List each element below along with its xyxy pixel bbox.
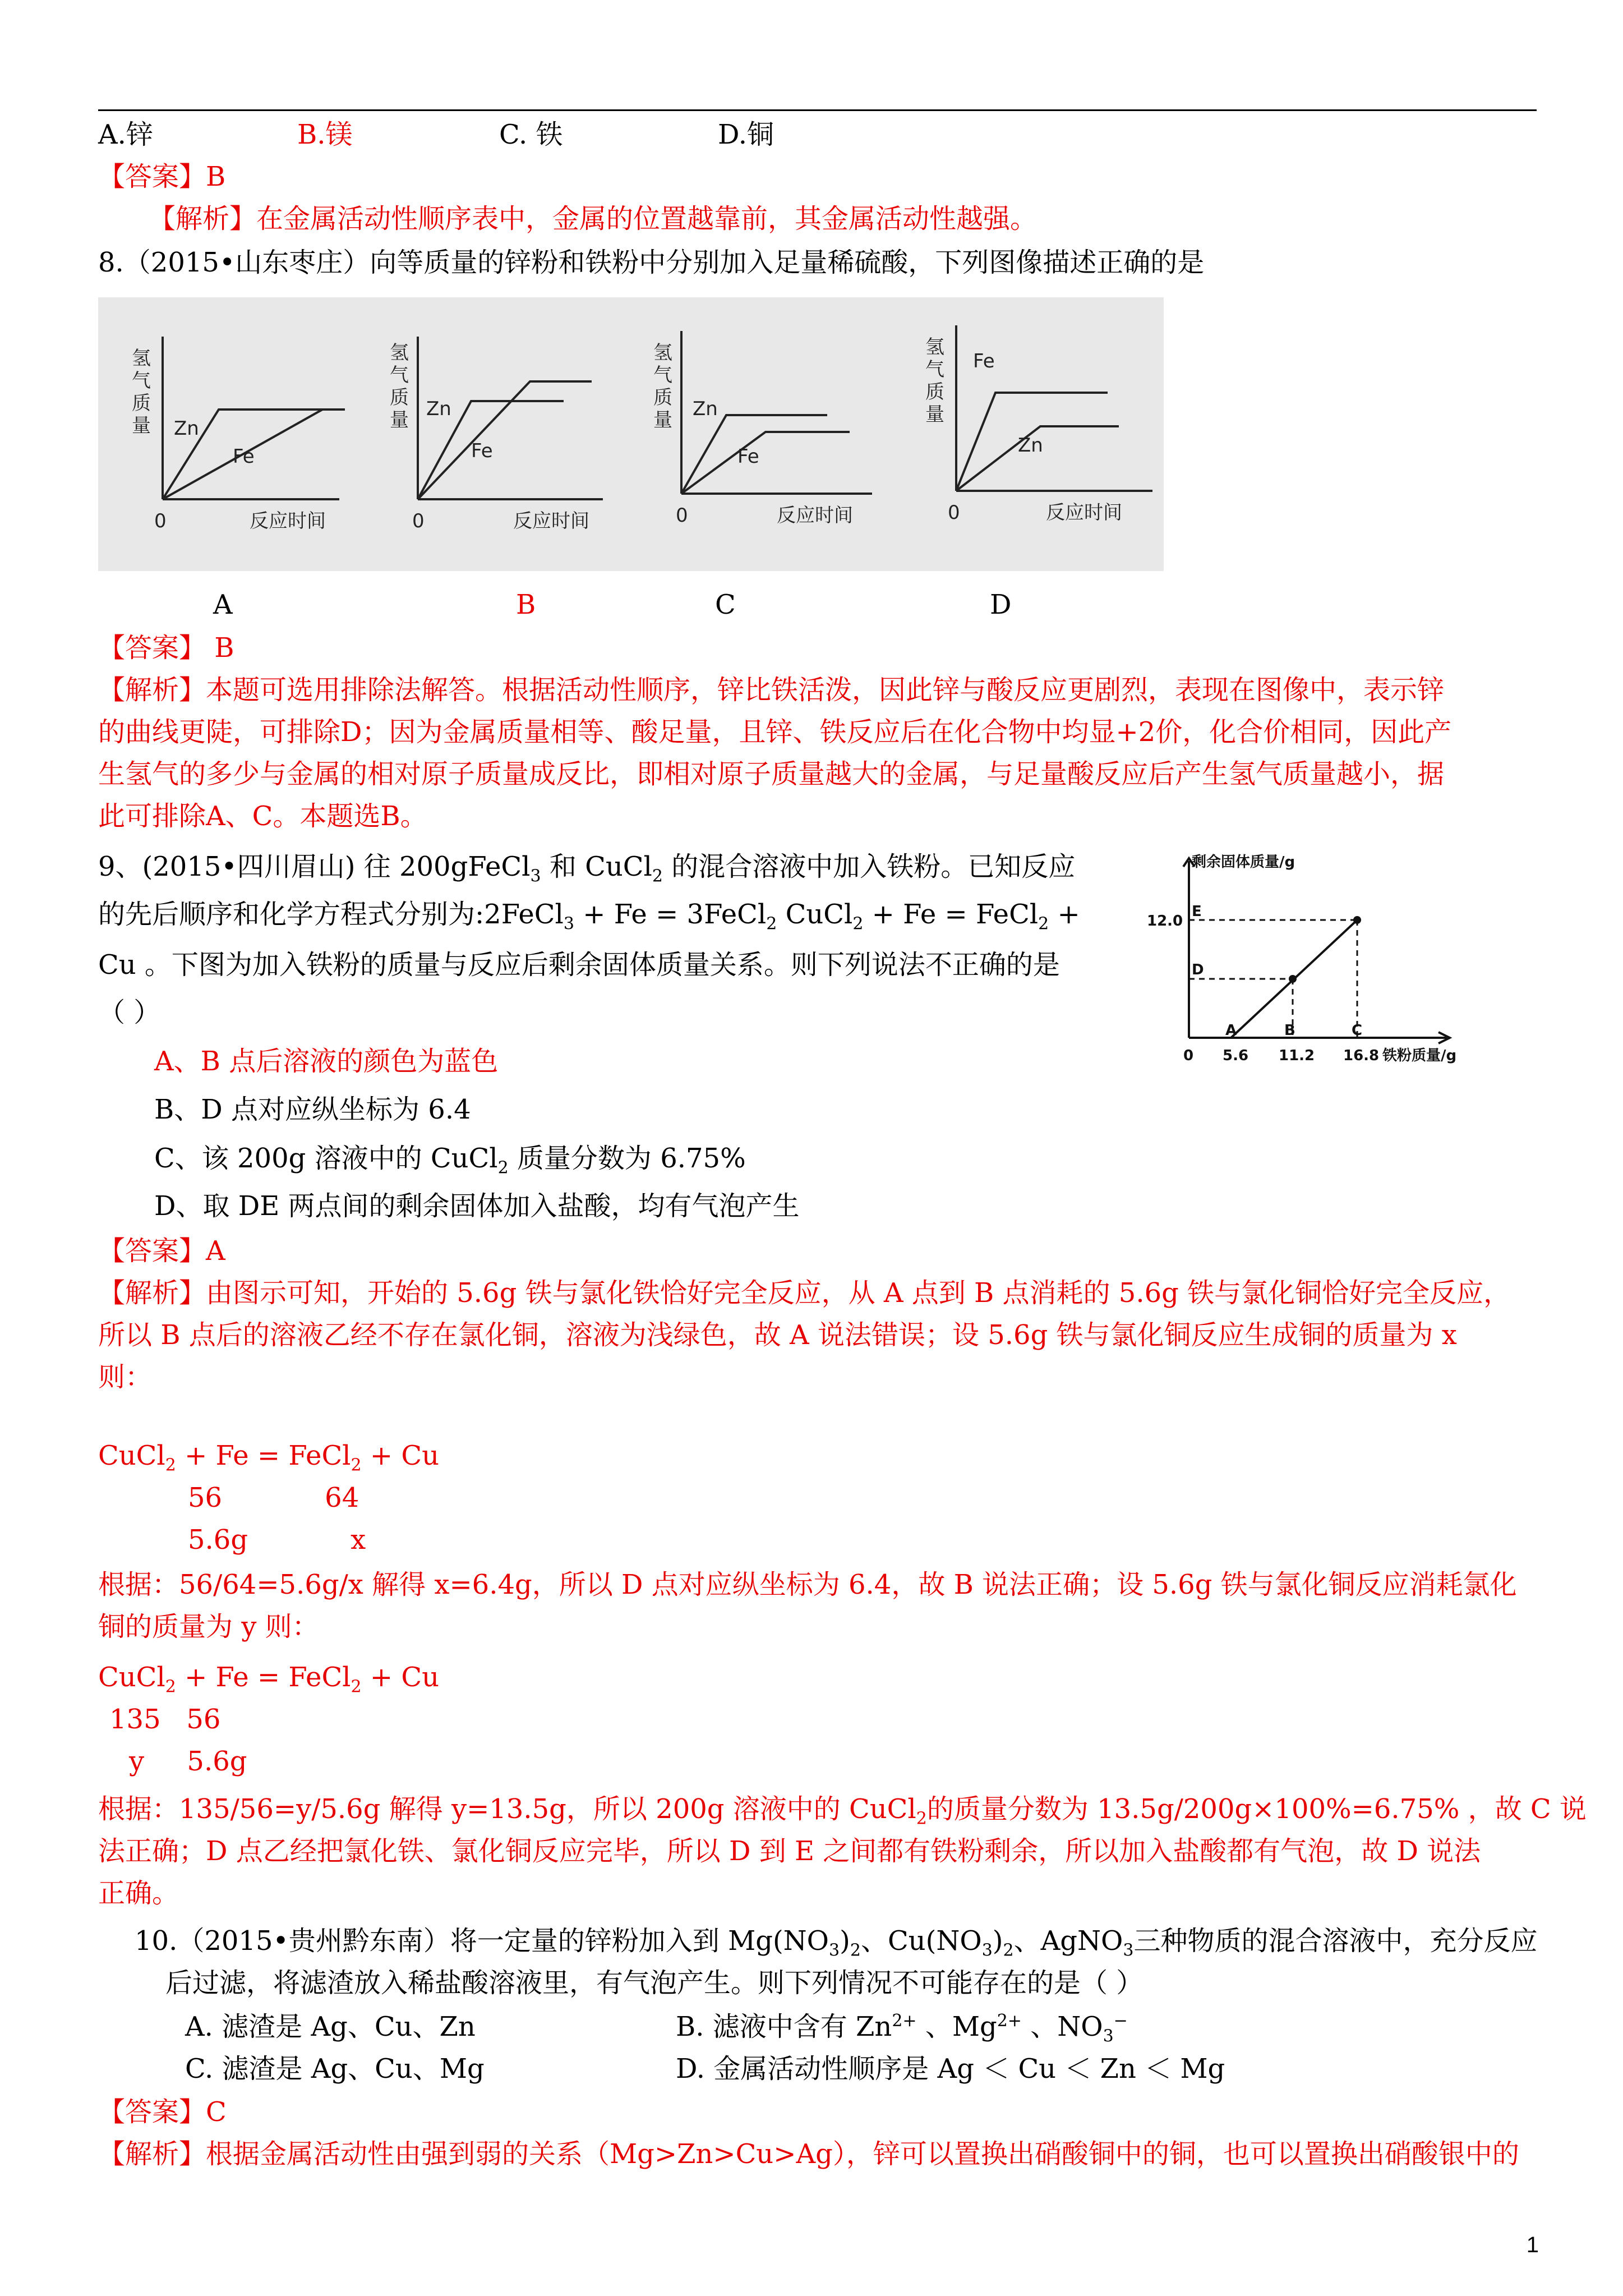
q9-option-b: B、D 点对应纵坐标为 6.4: [154, 1094, 471, 1125]
q9-calc-line: 法正确；D 点乙经把氯化铁、氯化铜反应完毕，所以 D 到 E 之间都有铁粉剩余，所以加入盐酸都有气泡，故 D 说法: [98, 1835, 1481, 1867]
origin-label: 0: [948, 501, 960, 524]
xlabel: 反应时间: [250, 510, 326, 532]
ylabel-char: 质: [132, 392, 151, 415]
q8-graphs: [98, 297, 1164, 571]
q9-calc-line: 根据：56/64=5.6g/x 解得 x=6.4g，所以 D 点对应纵坐标为 6.4，故 B 说法正确；设 5.6g 铁与氯化铜反应消耗氯化: [98, 1569, 1517, 1600]
q8-analysis-line: 生氢气的多少与金属的相对原子质量成反比，即相对原子质量越大的金属，与足量酸反应后产生氢气质量越小，据: [98, 758, 1445, 790]
q9-calc-line: 铜的质量为 y 则：: [98, 1611, 319, 1642]
q10-answer: [98, 2095, 227, 2129]
ylabel-char: 量: [653, 409, 672, 431]
ylabel-char: 量: [925, 403, 944, 426]
zn-label: Zn: [1018, 434, 1043, 457]
q7-option-c: C. 铁: [499, 119, 563, 150]
point-e-label: E: [1192, 903, 1202, 920]
fe-label: Fe: [471, 440, 493, 462]
zn-label: Zn: [174, 417, 199, 440]
answer-value: B: [206, 632, 234, 664]
zn-label: Zn: [426, 398, 451, 420]
q9-equation-2: CuCl$_2$ + Fe = FeCl$_2$ + Cu: [98, 1662, 439, 1697]
q9-equation-1: CuCl$_2$ + Fe = FeCl$_2$ + Cu: [98, 1440, 439, 1475]
q9-stem-line: Cu 。下图为加入铁粉的质量与反应后剩余固体质量关系。则下列说法不正确的是: [98, 949, 1060, 981]
point-b-label: B: [1284, 1022, 1295, 1039]
ylabel-char: 气: [925, 358, 944, 381]
ylabel-char: 氢: [653, 342, 672, 364]
answer-value: C: [206, 2096, 227, 2128]
y-axis-label: 剩余固体质量/g: [1192, 854, 1295, 871]
q8-answer: [98, 631, 234, 665]
q8-stem: 8.（2015•山东枣庄）向等质量的锌粉和铁粉中分别加入足量稀硫酸，下列图像描述正确的是: [98, 247, 1205, 278]
q9-equation-1-masses: 56 64: [188, 1482, 359, 1513]
q9-stem-line: 的先后顺序和化学方程式分别为:2FeCl$_3$ + Fe = 3FeCl$_2$ CuCl$_2$ + Fe = FeCl$_2$ +: [98, 899, 1080, 934]
q9-option-c: C、该 200g 溶液中的 CuCl$_2$ 质量分数为 6.75%: [154, 1143, 746, 1178]
page-number: 1: [1526, 2233, 1539, 2257]
y-value-label: 12.0: [1147, 913, 1183, 930]
q9-figure: [1136, 850, 1483, 1085]
answer-label: 【答案】: [98, 2096, 206, 2128]
q9-option-d: D、取 DE 两点间的剩余固体加入盐酸，均有气泡产生: [154, 1190, 800, 1222]
zn-label: Zn: [693, 398, 718, 420]
point-d-label: D: [1192, 961, 1204, 978]
ylabel-char: 质: [925, 381, 944, 403]
q9-option-a: A、B 点后溶液的颜色为蓝色: [154, 1046, 499, 1077]
origin-label: 0: [1183, 1047, 1194, 1064]
q9-analysis-line: 则：: [98, 1361, 153, 1393]
q8-figure: [98, 297, 1164, 571]
q9-calc-line: 根据：135/56=y/5.6g 解得 y=13.5g，所以 200g 溶液中的 CuCl$_2$的质量分数为 13.5g/200g×100%=6.75% ，故 C 说: [98, 1793, 1587, 1829]
answer-label: 【答案】: [98, 632, 206, 664]
ylabel-char: 气: [390, 364, 409, 386]
ylabel-char: 质: [390, 386, 409, 409]
q8-choice-c: C: [715, 589, 736, 620]
point-a-label: A: [1225, 1022, 1237, 1039]
q9-stem-line: （ ）: [98, 997, 161, 1028]
origin-label: 0: [412, 510, 425, 532]
xlabel: 反应时间: [513, 510, 589, 532]
q8-analysis-line: 此可排除A、C。本题选B。: [98, 800, 427, 832]
xlabel: 反应时间: [777, 504, 853, 527]
x-tick: 16.8: [1343, 1047, 1380, 1064]
q7-option-b: B.镁: [297, 119, 353, 150]
ylabel-char: 气: [132, 370, 151, 392]
x-tick: 5.6: [1223, 1047, 1249, 1064]
answer-value: A: [206, 1235, 225, 1267]
q10-analysis: 【解析】根据金属活动性由强到弱的关系（Mg>Zn>Cu>Ag），锌可以置换出硝酸铜中的铜，也可以置换出硝酸银中的: [98, 2138, 1519, 2170]
q9-analysis-line: 所以 B 点后的溶液乙经不存在氯化铜，溶液为浅绿色，故 A 说法错误；设 5.6g 铁与氯化铜反应生成铜的质量为 x: [98, 1319, 1457, 1351]
q7-option-d: D.铜: [718, 119, 774, 150]
q8-choice-b: B: [516, 589, 536, 620]
answer-label: 【答案】: [98, 1235, 206, 1267]
q7-analysis: 【解析】在金属活动性顺序表中，金属的位置越靠前，其金属活动性越强。: [149, 203, 1038, 234]
q9-equation-1-values: 5.6g x: [188, 1524, 366, 1556]
x-axis-label: 铁粉质量/g: [1382, 1047, 1457, 1064]
q8-choice-d: D: [990, 589, 1012, 620]
point-c-label: C: [1352, 1022, 1363, 1039]
q7-answer: [98, 160, 225, 194]
q9-analysis-line: 【解析】由图示可知，开始的 5.6g 铁与氯化铁恰好完全反应，从 A 点到 B 点消耗的 5.6g 铁与氯化铜恰好完全反应，: [98, 1277, 1511, 1309]
origin-label: 0: [676, 504, 688, 527]
q10-option-c: C. 滤渣是 Ag、Cu、Mg: [185, 2053, 485, 2085]
ylabel-char: 量: [132, 415, 151, 437]
q10-stem-line: 10.（2015•贵州黔东南）将一定量的锌粉加入到 $Mg(NO_3)_2$、$Cu(NO_3)_2$、AgNO$_3$三种物质的混合溶液中，充分反应: [135, 1925, 1538, 1961]
fe-label: Fe: [233, 445, 255, 468]
fe-label: Fe: [973, 350, 995, 372]
xlabel: 反应时间: [1046, 501, 1122, 524]
answer-label: 【答案】: [98, 161, 206, 192]
ylabel-char: 氢: [132, 347, 151, 370]
header-rule: [98, 109, 1537, 111]
ylabel-char: 氢: [390, 342, 409, 364]
q8-analysis-line: 【解析】本题可选用排除法解答。根据活动性顺序，锌比铁活泼，因此锌与酸反应更剧烈，表现在图像中，表示锌: [98, 674, 1445, 706]
answer-value: B: [206, 161, 226, 192]
q10-option-d: D. 金属活动性顺序是 Ag ＜ Cu ＜ Zn ＜ Mg: [676, 2053, 1225, 2085]
q7-option-a: A.锌: [98, 119, 153, 150]
ylabel-char: 气: [653, 364, 672, 386]
ylabel-char: 质: [653, 386, 672, 409]
q9-equation-2-values: y 5.6g: [129, 1746, 247, 1777]
ylabel-char: 氢: [925, 336, 944, 358]
x-tick: 11.2: [1279, 1047, 1315, 1064]
q9-equation-2-masses: 135 56: [109, 1704, 221, 1735]
q9-graph: [1136, 850, 1483, 1085]
q9-calc-line: 正确。: [98, 1878, 179, 1909]
origin-label: 0: [154, 510, 167, 532]
q9-answer: [98, 1234, 225, 1268]
fe-label: Fe: [737, 445, 759, 468]
q8-choice-a: A: [213, 589, 233, 620]
q10-option-b: B. 滤液中含有 $Zn^{2+}$ 、$Mg^{2+}$ 、$NO_3^-$: [676, 2011, 1128, 2046]
q10-stem-line: 后过滤，将滤渣放入稀盐酸溶液里，有气泡产生。则下列情况不可能存在的是（ ）: [165, 1967, 1144, 1999]
q9-stem-line: 9、(2015•四川眉山) 往 200gFeCl$_3$ 和 CuCl$_2$ 的混合溶液中加入铁粉。已知反应: [98, 851, 1076, 886]
q10-option-a: A. 滤渣是 Ag、Cu、Zn: [185, 2011, 476, 2042]
ylabel-char: 量: [390, 409, 409, 431]
q8-analysis-line: 的曲线更陡，可排除D；因为金属质量相等、酸足量，且锌、铁反应后在化合物中均显+2价，化合价相同，因此产: [98, 716, 1452, 748]
